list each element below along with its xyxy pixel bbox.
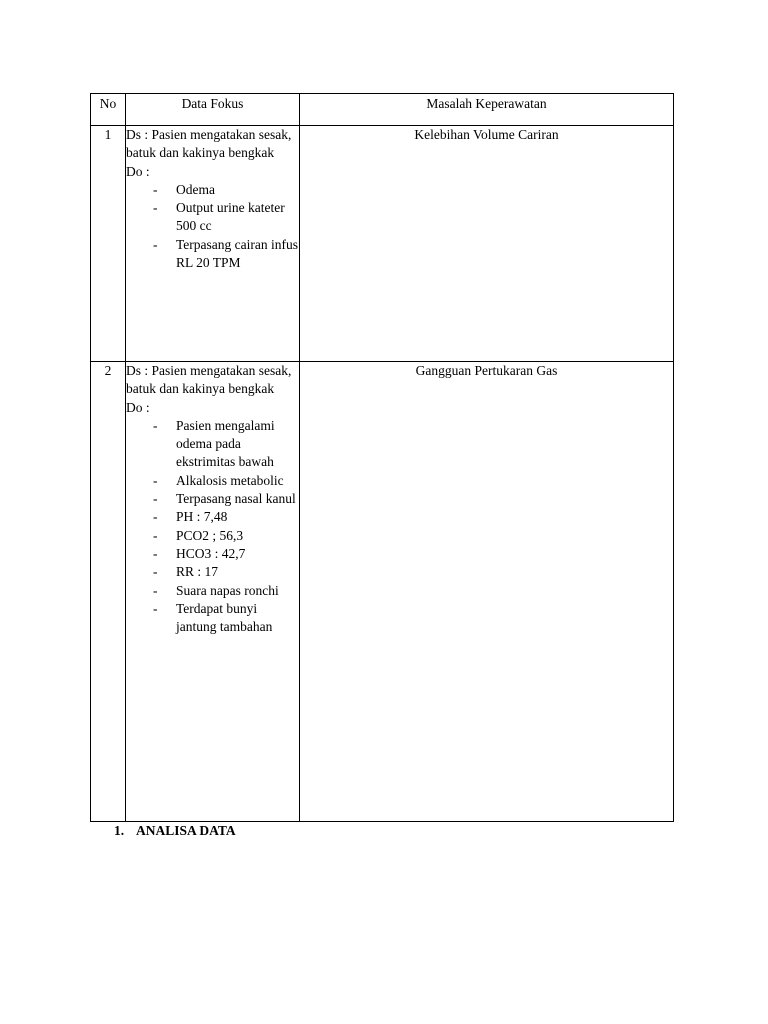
header-data-fokus: Data Fokus xyxy=(126,94,300,126)
objective-data-label: Do : xyxy=(126,163,150,179)
section-number: 1. xyxy=(114,823,125,838)
list-item: - Output urine kateter 500 cc xyxy=(153,200,285,234)
objective-data-label: Do : xyxy=(126,399,150,415)
header-masalah-keperawatan: Masalah Keperawatan xyxy=(300,94,674,126)
dash-bullet: - xyxy=(153,564,158,580)
list-item: - Suara napas ronchi xyxy=(153,582,299,600)
data-fokus-cell xyxy=(126,362,300,822)
subjective-data: Ds : Pasien mengatakan sesak, batuk dan kakinya bengkak xyxy=(126,127,292,161)
dash-bullet: - xyxy=(153,491,158,507)
dash-bullet: - xyxy=(153,200,158,216)
row-number: 1 xyxy=(91,126,126,362)
table-row xyxy=(91,362,674,822)
header-no: No xyxy=(91,94,126,126)
list-item: - Terdapat bunyi jantung tambahan xyxy=(153,600,273,635)
objective-data-list xyxy=(126,181,299,272)
dash-bullet: - xyxy=(153,472,158,488)
list-item: - Terpasang nasal kanul xyxy=(153,490,299,508)
dash-bullet: - xyxy=(153,527,158,543)
list-item: - Terpasang cairan infus RL 20 TPM xyxy=(153,236,299,271)
dash-bullet: - xyxy=(153,509,158,525)
list-item: - PCO2 ; 56,3 xyxy=(153,527,299,545)
masalah-keperawatan-cell: Gangguan Pertukaran Gas xyxy=(300,362,674,822)
table-row xyxy=(91,126,674,362)
list-item: - HCO3 : 42,7 xyxy=(153,545,299,563)
dash-bullet: - xyxy=(153,181,158,197)
dash-bullet: - xyxy=(153,600,158,616)
objective-data-list xyxy=(126,417,299,637)
dash-bullet: - xyxy=(153,582,158,598)
row-number: 2 xyxy=(91,362,126,822)
data-fokus-cell xyxy=(126,126,300,362)
list-item: - Odema xyxy=(153,181,299,199)
dash-bullet: - xyxy=(153,236,158,252)
analysis-table xyxy=(90,93,674,822)
table-header-row xyxy=(91,94,674,126)
section-heading xyxy=(114,822,236,840)
subjective-data: Ds : Pasien mengatakan sesak, batuk dan kakinya bengkak xyxy=(126,363,292,397)
list-item: - Alkalosis metabolic xyxy=(153,472,299,490)
dash-bullet: - xyxy=(153,545,158,561)
section-title: ANALISA DATA xyxy=(136,823,236,838)
dash-bullet: - xyxy=(153,417,158,433)
list-item: - Pasien mengalami odema pada ekstrimitas bawah xyxy=(153,417,275,470)
list-item: - RR : 17 xyxy=(153,563,299,581)
list-item: - PH : 7,48 xyxy=(153,508,299,526)
masalah-keperawatan-cell: Kelebihan Volume Cariran xyxy=(300,126,674,362)
